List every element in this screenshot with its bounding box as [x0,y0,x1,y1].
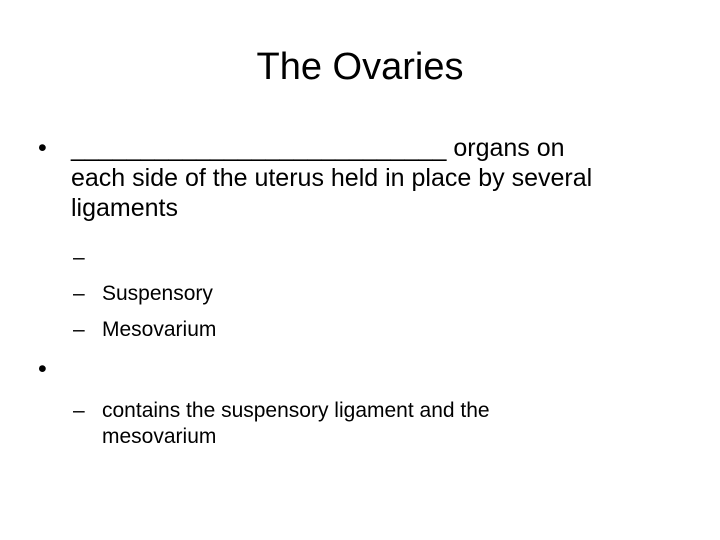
sub-item-2 [73,281,633,307]
sub-item-text: Mesovarium [102,318,217,341]
bullet-1-line-3: ligaments [71,194,178,222]
bullet-marker: • [38,134,47,162]
bullet-marker: • [38,355,47,383]
dash-marker: – [73,246,85,269]
sub-item-text: contains the suspensory ligament and the mesovarium [102,399,490,448]
sub-item-3 [73,317,633,343]
bullet-1-line-2: each side of the uterus held in place by several [71,164,593,192]
sub-item-4 [73,398,633,450]
bullet-1-line-1: ___________________________ organs on [71,134,565,162]
sub-item-1 [73,245,633,271]
bullet-1 [38,133,691,223]
slide-title: The Ovaries [256,46,464,88]
dash-marker: – [73,282,85,305]
dash-marker: – [73,399,85,422]
dash-marker: – [73,318,85,341]
sub-item-text: Suspensory [102,282,213,305]
